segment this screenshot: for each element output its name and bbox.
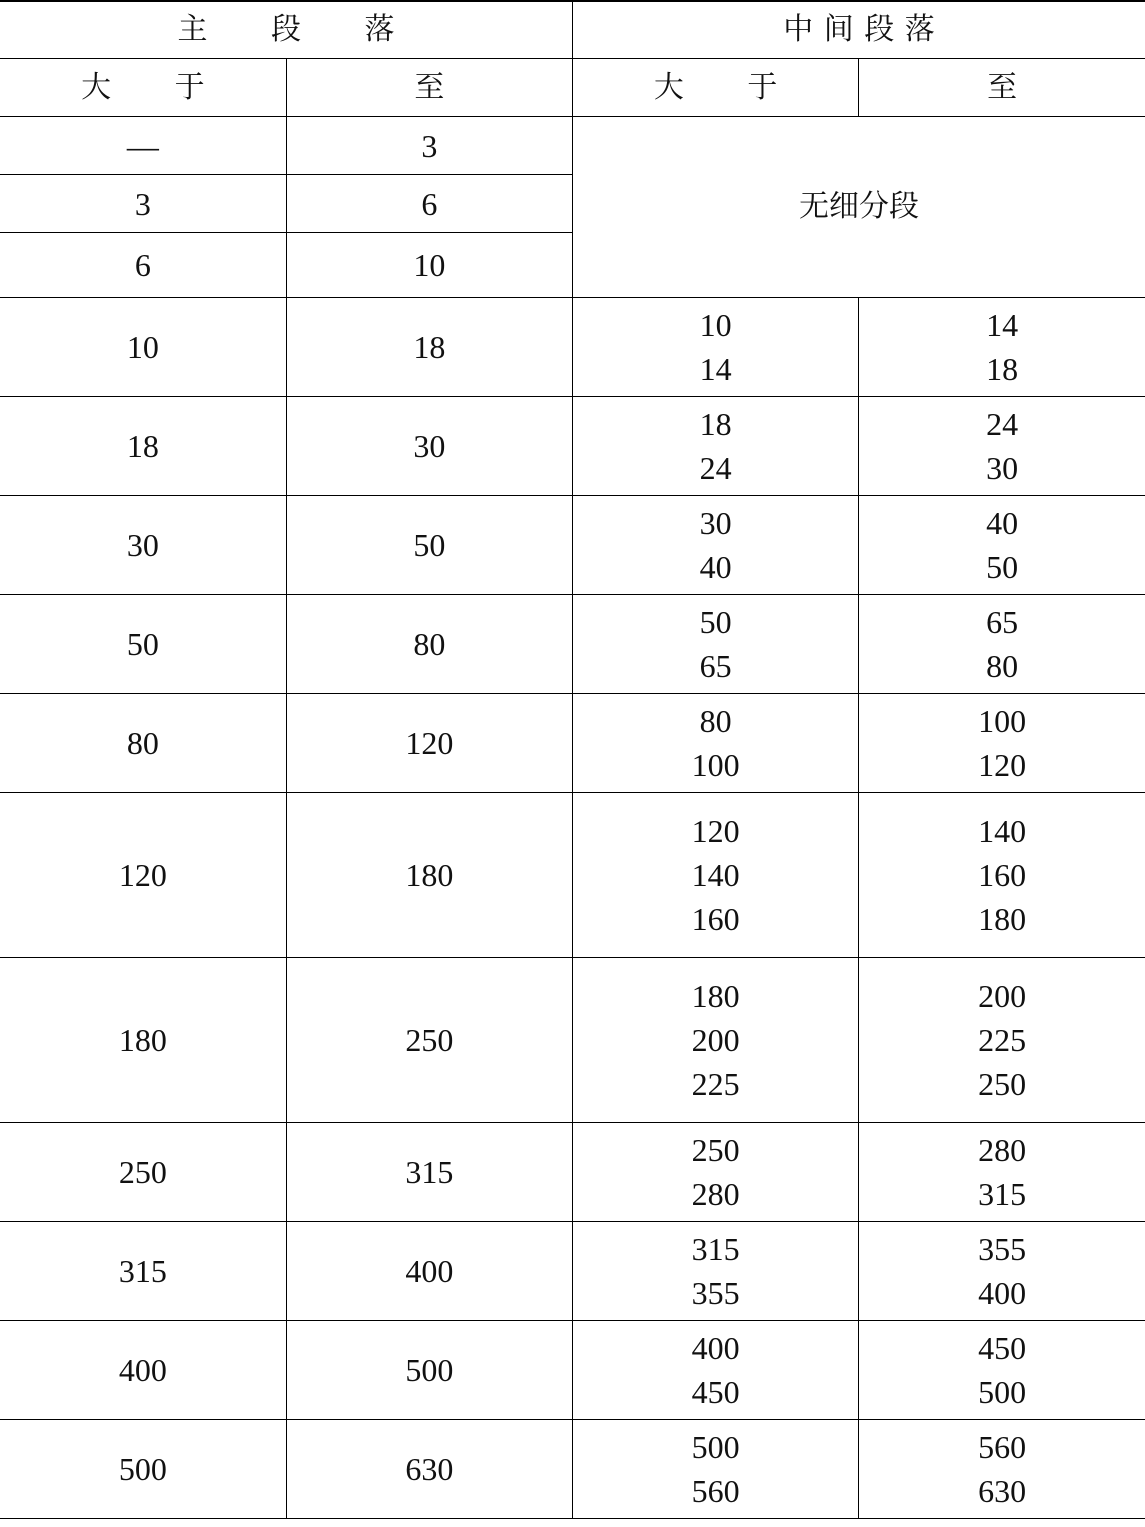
- mid-to-value: 630: [978, 1473, 1027, 1509]
- mid-from-cell: [573, 793, 859, 958]
- main-to-cell: 180: [286, 793, 572, 958]
- mid-from-cell: [573, 958, 859, 1123]
- main-to-cell: 80: [286, 595, 572, 694]
- mid-from-value: 80: [699, 703, 732, 739]
- mid-from-cell: [573, 595, 859, 694]
- main-from-cell: 80: [0, 694, 286, 793]
- mid-from-value: 50: [699, 604, 732, 640]
- main-from-cell: 3: [0, 175, 286, 233]
- mid-to-value: 225: [978, 1022, 1027, 1058]
- mid-from-value: 225: [691, 1066, 740, 1102]
- main-to-cell: 250: [286, 958, 572, 1123]
- mid-from-value: 280: [691, 1176, 740, 1212]
- mid-from-value: 18: [699, 406, 732, 442]
- mid-from-value: 120: [691, 813, 740, 849]
- table-row: [0, 595, 1145, 694]
- mid-to-value: 180: [978, 901, 1027, 937]
- mid-to-value: 280: [978, 1132, 1027, 1168]
- table-row: [0, 694, 1145, 793]
- mid-from-cell: [573, 1420, 859, 1519]
- no-subdivision-cell: 无细分段: [573, 117, 1145, 298]
- mid-to-value: 65: [986, 604, 1019, 640]
- mid-to-cell: [859, 1420, 1145, 1519]
- mid-to-cell: [859, 397, 1145, 496]
- table-row: [0, 298, 1145, 397]
- mid-to-cell: [859, 1123, 1145, 1222]
- main-to-cell: 630: [286, 1420, 572, 1519]
- mid-to-cell: [859, 694, 1145, 793]
- header-row-groups: [0, 1, 1145, 59]
- mid-to-cell: [859, 496, 1145, 595]
- main-from-cell: 18: [0, 397, 286, 496]
- mid-from-cell: [573, 496, 859, 595]
- mid-from-value: 315: [691, 1231, 740, 1267]
- table-row: [0, 117, 1145, 175]
- main-from-cell: 50: [0, 595, 286, 694]
- table-row: [0, 1321, 1145, 1420]
- mid-to-value: 18: [986, 351, 1019, 387]
- mid-to-value: 500: [978, 1374, 1027, 1410]
- table-row: [0, 793, 1145, 958]
- mid-from-value: 560: [691, 1473, 740, 1509]
- mid-to-value: 355: [978, 1231, 1027, 1267]
- header-row-columns: [0, 59, 1145, 117]
- mid-from-value: 24: [699, 450, 732, 486]
- mid-from-cell: [573, 1321, 859, 1420]
- mid-from-cell: [573, 1222, 859, 1321]
- mid-to-value: 560: [978, 1429, 1027, 1465]
- mid-from-cell: [573, 298, 859, 397]
- mid-from-value: 14: [699, 351, 732, 387]
- main-from-cell: 10: [0, 298, 286, 397]
- mid-from-value: 100: [691, 747, 740, 783]
- mid-to-cell: [859, 595, 1145, 694]
- mid-to-cell: [859, 793, 1145, 958]
- main-from-cell: —: [0, 117, 286, 175]
- mid-to-value: 250: [978, 1066, 1027, 1102]
- mid-to-value: 100: [978, 703, 1027, 739]
- main-to-cell: 10: [286, 233, 572, 298]
- mid-to-value: 140: [978, 813, 1027, 849]
- main-to-cell: 50: [286, 496, 572, 595]
- mid-from-value: 250: [691, 1132, 740, 1168]
- mid-to-value: 200: [978, 978, 1027, 1014]
- main-to-cell: 3: [286, 117, 572, 175]
- mid-from-value: 355: [691, 1275, 740, 1311]
- table-row: [0, 958, 1145, 1123]
- mid-to-value: 160: [978, 857, 1027, 893]
- mid-to-value: 40: [986, 505, 1019, 541]
- mid-to-value: 80: [986, 648, 1019, 684]
- main-to-cell: 500: [286, 1321, 572, 1420]
- mid-from-value: 400: [691, 1330, 740, 1366]
- mid-to-header: 至: [859, 59, 1145, 117]
- main-from-header: 大 于: [0, 59, 286, 117]
- mid-to-cell: [859, 1321, 1145, 1420]
- mid-from-value: 160: [691, 901, 740, 937]
- mid-to-value: 450: [978, 1330, 1027, 1366]
- mid-to-cell: [859, 958, 1145, 1123]
- main-to-header: 至: [286, 59, 572, 117]
- table-row: [0, 397, 1145, 496]
- mid-from-header: 大 于: [573, 59, 859, 117]
- mid-from-value: 450: [691, 1374, 740, 1410]
- main-to-cell: 18: [286, 298, 572, 397]
- main-from-cell: 250: [0, 1123, 286, 1222]
- table-row: [0, 1222, 1145, 1321]
- main-to-cell: 400: [286, 1222, 572, 1321]
- mid-to-value: 30: [986, 450, 1019, 486]
- table-row: [0, 1123, 1145, 1222]
- mid-to-value: 315: [978, 1176, 1027, 1212]
- mid-to-cell: [859, 1222, 1145, 1321]
- main-from-cell: 120: [0, 793, 286, 958]
- mid-from-value: 180: [691, 978, 740, 1014]
- mid-from-cell: [573, 694, 859, 793]
- mid-from-value: 65: [699, 648, 732, 684]
- mid-to-value: 120: [978, 747, 1027, 783]
- main-segment-header: 主 段 落: [0, 1, 573, 59]
- table-row: [0, 1420, 1145, 1519]
- mid-from-cell: [573, 1123, 859, 1222]
- mid-from-value: 30: [699, 505, 732, 541]
- mid-to-cell: [859, 298, 1145, 397]
- main-from-cell: 30: [0, 496, 286, 595]
- main-to-cell: 120: [286, 694, 572, 793]
- main-from-cell: 6: [0, 233, 286, 298]
- mid-from-value: 10: [699, 307, 732, 343]
- mid-from-value: 500: [691, 1429, 740, 1465]
- mid-to-value: 14: [986, 307, 1019, 343]
- mid-to-value: 50: [986, 549, 1019, 585]
- table-row: [0, 496, 1145, 595]
- mid-to-value: 400: [978, 1275, 1027, 1311]
- mid-from-value: 200: [691, 1022, 740, 1058]
- mid-from-value: 40: [699, 549, 732, 585]
- main-to-cell: 315: [286, 1123, 572, 1222]
- main-from-cell: 315: [0, 1222, 286, 1321]
- mid-to-value: 24: [986, 406, 1019, 442]
- mid-from-cell: [573, 397, 859, 496]
- main-to-cell: 6: [286, 175, 572, 233]
- main-from-cell: 500: [0, 1420, 286, 1519]
- main-from-cell: 400: [0, 1321, 286, 1420]
- mid-from-value: 140: [691, 857, 740, 893]
- intermediate-segment-header: 中间段落: [573, 1, 1145, 59]
- main-to-cell: 30: [286, 397, 572, 496]
- main-from-cell: 180: [0, 958, 286, 1123]
